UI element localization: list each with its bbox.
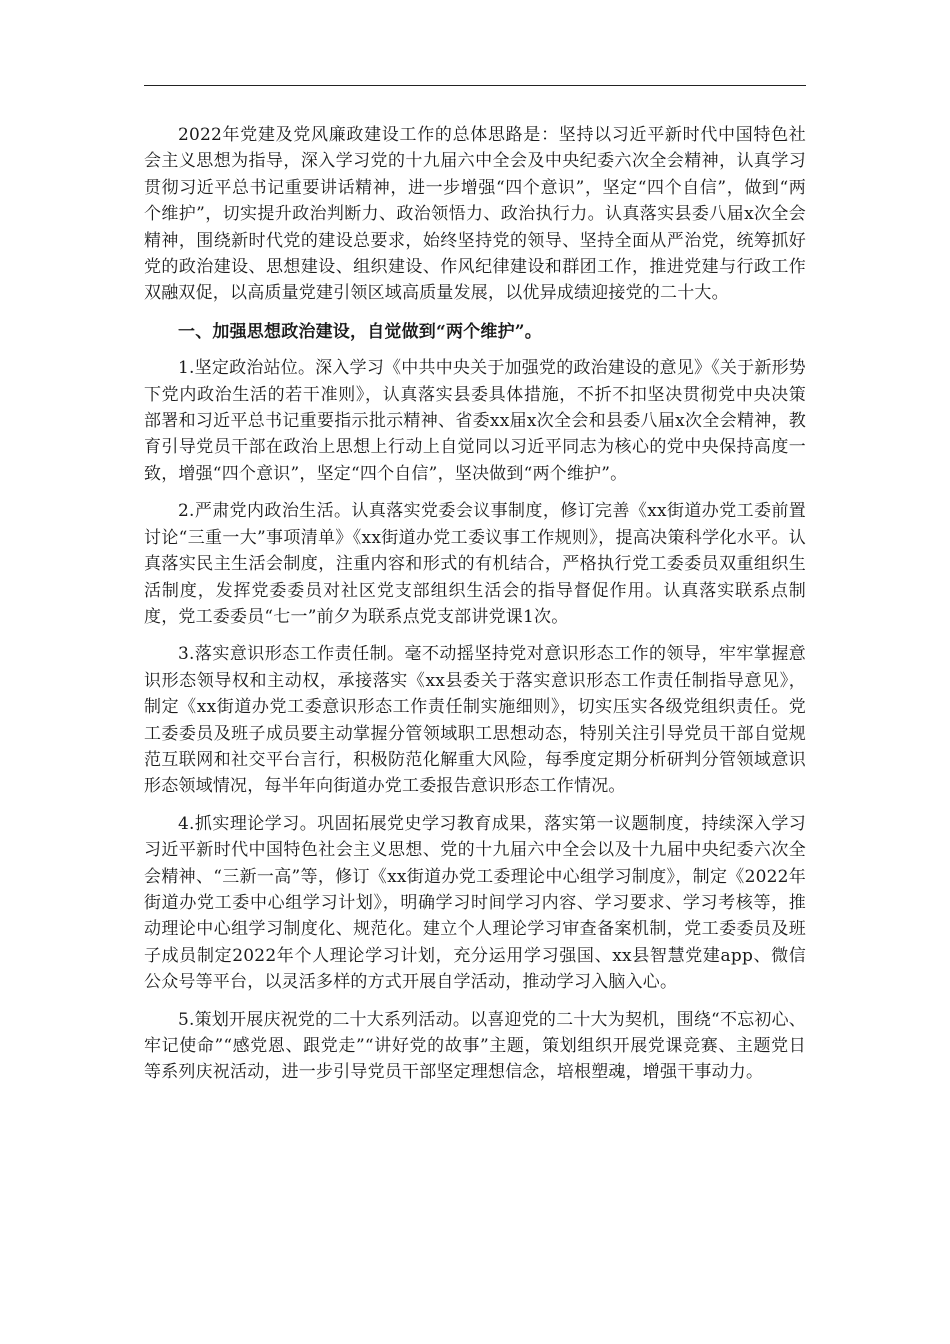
item-paragraph-5: 5.策划开展庆祝党的二十大系列活动。以喜迎党的二十大为契机，围绕“不忘初心、牢记使命”“感党恩、跟党走”“讲好党的故事”主题，策划组织开展党课竞赛、主题党日等系列庆祝活动，进一步引导党员干部坚定理想信念，培根塑魂，增强干事动力。 (144, 1009, 806, 1083)
document-body (144, 122, 806, 1086)
item-paragraph-1: 1.坚定政治站位。深入学习《中共中央关于加强党的政治建设的意见》《关于新形势下党内政治生活的若干准则》，认真落实县委具体措施，不折不扣坚决贯彻党中央决策部署和习近平总书记重要指示批示精神、省委xx届x次全会和县委八届x次全会精神，教育引导党员干部在政治上思想上行动上自觉同以习近平同志为核心的党中央保持高度一致，增强“四个意识”，坚定“四个自信”，坚决做到“两个维护”。 (144, 358, 806, 484)
header-rule (144, 85, 806, 86)
item-paragraph-3: 3.落实意识形态工作责任制。毫不动摇坚持党对意识形态工作的领导，牢牢掌握意识形态领导权和主动权，承接落实《xx县委关于落实意识形态工作责任制指导意见》，制定《xx街道办党工委意识形态工作责任制实施细则》，切实压实各级党组织责任。党工委委员及班子成员要主动掌握分管领域职工思想动态，特别关注引导党员干部自觉规范互联网和社交平台言行，积极防范化解重大风险，每季度定期分析研判分管领域意识形态领域情况，每半年向街道办党工委报告意识形态工作情况。 (144, 644, 806, 797)
intro-paragraph: 2022年党建及党风廉政建设工作的总体思路是：坚持以习近平新时代中国特色社会主义思想为指导，深入学习党的十九届六中全会及中央纪委六次全会精神，认真学习贯彻习近平总书记重要讲话精神，进一步增强“四个意识”，坚定“四个自信”，做到“两个维护”，切实提升政治判断力、政治领悟力、政治执行力。认真落实县委八届x次全会精神，围绕新时代党的建设总要求，始终坚持党的领导、坚持全面从严治党，统筹抓好党的政治建设、思想建设、组织建设、作风纪律建设和群团工作，推进党建与行政工作双融双促，以高质量党建引领区域高质量发展，以优异成绩迎接党的二十大。 (144, 125, 806, 304)
item-paragraph-2: 2.严肃党内政治生活。认真落实党委会议事制度，修订完善《xx街道办党工委前置讨论“三重一大”事项清单》《xx街道办党工委议事工作规则》，提高决策科学化水平。认真落实民主生活会制度，注重内容和形式的有机结合，严格执行党工委委员双重组织生活制度，发挥党委委员对社区党支部组织生活会的指导督促作用。认真落实联系点制度，党工委委员“七一”前夕为联系点党支部讲党课1次。 (144, 501, 806, 627)
item-paragraph-4: 4.抓实理论学习。巩固拓展党史学习教育成果，落实第一议题制度，持续深入学习习近平新时代中国特色社会主义思想、党的十九届六中全会以及十九届中央纪委六次全会精神、“三新一高”等，修订《xx街道办党工委理论中心组学习制度》，制定《2022年街道办党工委中心组学习计划》，明确学习时间学习内容、学习要求、学习考核等，推动理论中心组学习制度化、规范化。建立个人理论学习审查备案机制，党工委委员及班子成员制定2022年个人理论学习计划，充分运用学习强国、xx县智慧党建app、微信公众号等平台，以灵活多样的方式开展自学活动，推动学习入脑入心。 (144, 813, 806, 993)
section-heading: 一、加强思想政治建设，自觉做到“两个维护”。 (178, 321, 542, 342)
